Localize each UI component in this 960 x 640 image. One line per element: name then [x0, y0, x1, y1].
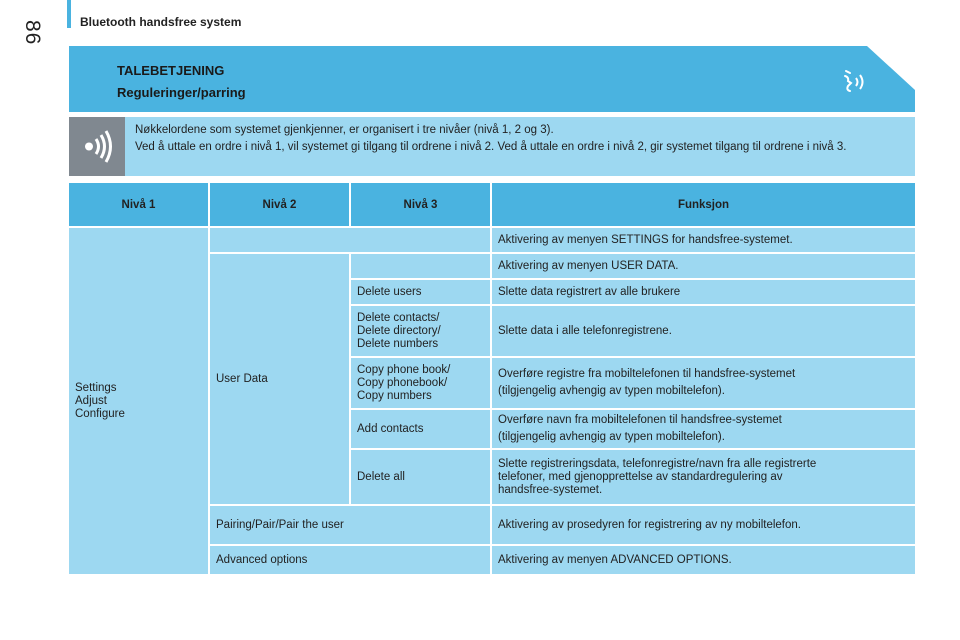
level3-line: Copy phonebook/: [357, 376, 448, 389]
level2-cell: User Data: [210, 252, 351, 504]
empty-cell: [210, 226, 492, 252]
voice-command-icon: [842, 68, 870, 94]
level3-cell: Delete users: [351, 278, 492, 304]
function-line: (tilgjengelig avhengig av typen mobiltelefon).: [498, 431, 725, 443]
function-line: Overføre registre fra mobiltelefonen til handsfree-systemet: [498, 368, 796, 380]
col-header-level2: Nivå 2: [210, 183, 351, 226]
function-cell: Aktivering av menyen USER DATA.: [492, 252, 915, 278]
voice-command-table: [69, 183, 915, 574]
function-cell: Slette data registrert av alle brukere: [492, 278, 915, 304]
level3-cell: Delete all: [351, 448, 492, 504]
function-line: Overføre navn fra mobiltelefonen til handsfree-systemet: [498, 414, 782, 426]
level3-line: Copy numbers: [357, 389, 432, 402]
function-cell: Aktivering av prosedyren for registrering av ny mobiltelefon.: [492, 504, 915, 544]
function-line: (tilgjengelig avhengig av typen mobiltelefon).: [498, 385, 725, 397]
level3-cell: [351, 356, 492, 408]
intro-line-2: Ved å uttale en ordre i nivå 1, vil systemet gi tilgang til ordrene i nivå 2. Ved å uttale en ordre i nivå 2, gir systemet tilgang til ordrene i nivå 3.: [135, 140, 847, 153]
table-header-row: [69, 183, 915, 226]
function-line: handsfree-systemet.: [498, 483, 603, 496]
page-number: 86: [21, 20, 44, 46]
col-header-level1: Nivå 1: [69, 183, 210, 226]
col-header-level3: Nivå 3: [351, 183, 492, 226]
level2-cell: Advanced options: [210, 544, 492, 574]
header-accent-bar: [67, 0, 71, 28]
intro-line-1: Nøkkelordene som systemet gjenkjenner, er organisert i tre nivåer (nivå 1, 2 og 3).: [135, 124, 554, 136]
level3-line: Delete directory/: [357, 324, 441, 337]
level3-cell: Add contacts: [351, 408, 492, 448]
level1-item: Settings: [75, 381, 117, 394]
function-cell: [492, 448, 915, 504]
section-title: TALEBETJENING: [117, 63, 225, 78]
level2-cell: Pairing/Pair/Pair the user: [210, 504, 492, 544]
running-head: Bluetooth handsfree system: [80, 15, 242, 29]
section-subtitle: Reguleringer/parring: [117, 85, 246, 100]
level3-line: Copy phone book/: [357, 363, 451, 376]
level3-line: Delete contacts/: [357, 311, 440, 324]
function-cell: Aktivering av menyen ADVANCED OPTIONS.: [492, 544, 915, 574]
empty-cell: [351, 252, 492, 278]
table-row: [69, 226, 915, 252]
function-line: Slette registreringsdata, telefonregistre/navn fra alle registrerte: [498, 457, 817, 470]
function-cell: Slette data i alle telefonregistrene.: [492, 304, 915, 356]
level3-cell: [351, 304, 492, 356]
intro-icon-box: [69, 117, 125, 176]
level1-item: Configure: [75, 407, 125, 420]
level1-item: Adjust: [75, 394, 107, 407]
col-header-function: Funksjon: [492, 183, 915, 226]
function-line: telefoner, med gjenopprettelse av standardregulering av: [498, 470, 783, 483]
level1-cell: [69, 226, 210, 574]
intro-text: [135, 122, 905, 155]
function-cell: Aktivering av menyen SETTINGS for handsfree-systemet.: [492, 226, 915, 252]
function-cell: [492, 356, 915, 408]
level3-line: Delete numbers: [357, 337, 439, 350]
function-cell: [492, 408, 915, 448]
speaker-sound-icon: [69, 117, 125, 176]
section-banner: [69, 46, 915, 112]
